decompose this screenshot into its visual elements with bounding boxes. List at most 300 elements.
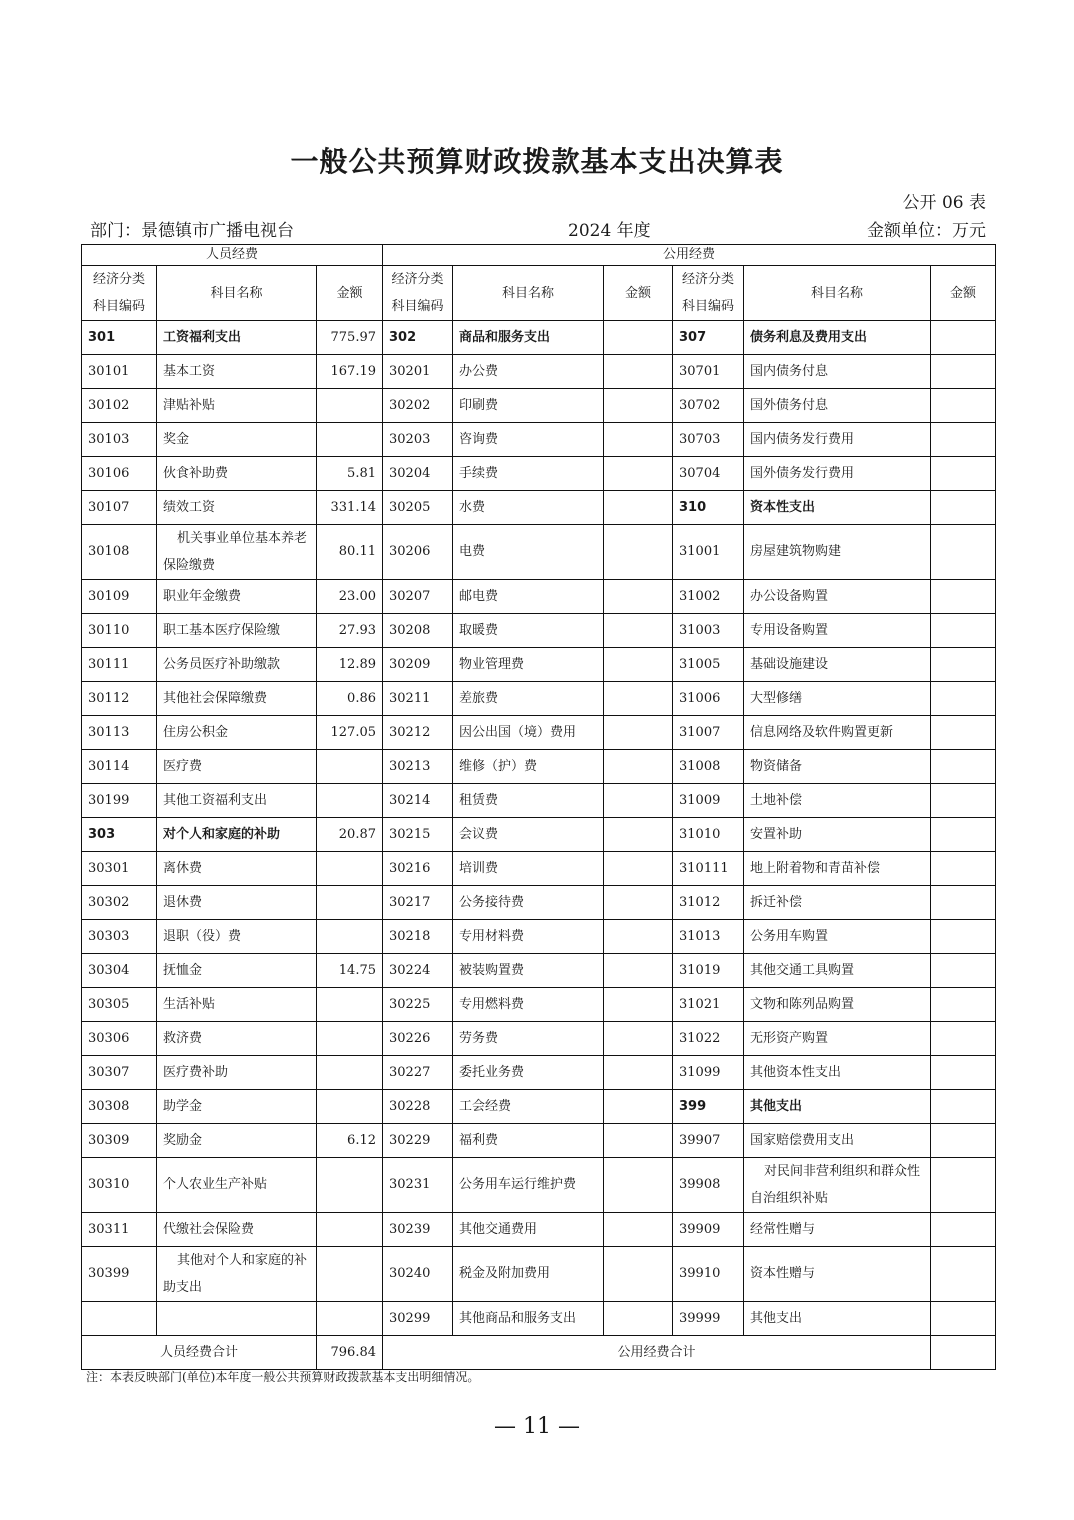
item-amount: [931, 1056, 996, 1090]
item-code: 310111: [673, 852, 744, 886]
item-amount: [317, 886, 383, 920]
item-code: 31013: [673, 920, 744, 954]
item-code: 30231: [383, 1158, 453, 1213]
item-amount: [604, 1022, 673, 1056]
col-header-name: 科目名称: [157, 266, 317, 321]
item-name: 专用材料费: [453, 920, 604, 954]
item-code: 30303: [82, 920, 157, 954]
item-code: 39999: [673, 1302, 744, 1336]
item-name: 公务用车购置: [744, 920, 931, 954]
item-name: 国外债务付息: [744, 389, 931, 423]
item-name: 绩效工资: [157, 491, 317, 525]
item-code: 30110: [82, 614, 157, 648]
item-code: 30101: [82, 355, 157, 389]
item-code: 30201: [383, 355, 453, 389]
item-name: 其他支出: [744, 1302, 931, 1336]
item-code: 30701: [673, 355, 744, 389]
item-amount: [604, 580, 673, 614]
item-amount: 23.00: [317, 580, 383, 614]
item-name: 印刷费: [453, 389, 604, 423]
item-amount: [931, 321, 996, 355]
item-code: 30199: [82, 784, 157, 818]
fiscal-year: 2024 年度: [568, 221, 651, 241]
item-name: 津贴补贴: [157, 389, 317, 423]
item-code: 31008: [673, 750, 744, 784]
item-amount: 775.97: [317, 321, 383, 355]
item-name: 税金及附加费用: [453, 1247, 604, 1302]
item-code: 30702: [673, 389, 744, 423]
item-amount: [317, 1247, 383, 1302]
item-name: 机关事业单位基本养老保险缴费: [157, 525, 317, 580]
item-name: 公务接待费: [453, 886, 604, 920]
item-code: 30229: [383, 1124, 453, 1158]
item-amount: 20.87: [317, 818, 383, 852]
table-row: [82, 355, 996, 389]
page-title: 一般公共预算财政拨款基本支出决算表: [290, 145, 784, 178]
item-code: 30106: [82, 457, 157, 491]
item-name: 大型修缮: [744, 682, 931, 716]
item-amount: [317, 423, 383, 457]
table-row: [82, 1124, 996, 1158]
item-name: 医疗费补助: [157, 1056, 317, 1090]
table-row: [82, 525, 996, 580]
item-code: 39910: [673, 1247, 744, 1302]
personnel-total-amount: 796.84: [317, 1336, 383, 1370]
public-total-amount: [931, 1336, 996, 1370]
item-code: 30703: [673, 423, 744, 457]
item-name: 国家赔偿费用支出: [744, 1124, 931, 1158]
col-header-code: 经济分类科目编码: [82, 266, 157, 321]
item-code: 30224: [383, 954, 453, 988]
item-amount: [604, 682, 673, 716]
item-amount: [604, 920, 673, 954]
item-code: 39907: [673, 1124, 744, 1158]
item-code: 30113: [82, 716, 157, 750]
item-name: 取暖费: [453, 614, 604, 648]
item-amount: [604, 648, 673, 682]
item-code: 30218: [383, 920, 453, 954]
item-name: 退职（役）费: [157, 920, 317, 954]
item-amount: [317, 1302, 383, 1336]
item-code: 30240: [383, 1247, 453, 1302]
item-code: 30213: [383, 750, 453, 784]
item-amount: 80.11: [317, 525, 383, 580]
item-amount: [604, 389, 673, 423]
item-code: 30308: [82, 1090, 157, 1124]
item-name: 因公出国（境）费用: [453, 716, 604, 750]
item-name: 维修（护）费: [453, 750, 604, 784]
item-code: 30202: [383, 389, 453, 423]
item-name: 助学金: [157, 1090, 317, 1124]
item-name: 安置补助: [744, 818, 931, 852]
item-code: 30114: [82, 750, 157, 784]
item-amount: [604, 1056, 673, 1090]
form-number: 公开 06 表: [902, 193, 986, 213]
item-amount: [604, 423, 673, 457]
col-header-name: 科目名称: [744, 266, 931, 321]
item-name: 奖励金: [157, 1124, 317, 1158]
table-row: [82, 886, 996, 920]
item-name: 邮电费: [453, 580, 604, 614]
item-name: 工会经费: [453, 1090, 604, 1124]
item-name: 国外债务发行费用: [744, 457, 931, 491]
table-row: [82, 954, 996, 988]
item-name: 奖金: [157, 423, 317, 457]
item-name: 委托业务费: [453, 1056, 604, 1090]
item-name: 个人农业生产补贴: [157, 1158, 317, 1213]
item-amount: [604, 886, 673, 920]
item-amount: [931, 886, 996, 920]
item-code: 31022: [673, 1022, 744, 1056]
item-amount: [604, 750, 673, 784]
item-name: 商品和服务支出: [453, 321, 604, 355]
item-amount: [931, 423, 996, 457]
item-code: 31005: [673, 648, 744, 682]
table-row: [82, 784, 996, 818]
item-amount: [931, 1247, 996, 1302]
item-code: 31007: [673, 716, 744, 750]
item-name: 水费: [453, 491, 604, 525]
item-amount: [931, 648, 996, 682]
item-code: 30108: [82, 525, 157, 580]
item-code: 31019: [673, 954, 744, 988]
col-header-code: 经济分类科目编码: [383, 266, 453, 321]
item-name: 租赁费: [453, 784, 604, 818]
personnel-total-label: 人员经费合计: [82, 1336, 317, 1370]
item-code: 30309: [82, 1124, 157, 1158]
item-code: 30204: [383, 457, 453, 491]
item-code: 39908: [673, 1158, 744, 1213]
table-row: [82, 818, 996, 852]
item-amount: [604, 1158, 673, 1213]
item-code: 30216: [383, 852, 453, 886]
item-amount: [604, 1124, 673, 1158]
item-code: 30211: [383, 682, 453, 716]
item-amount: [931, 784, 996, 818]
item-amount: [604, 614, 673, 648]
item-code: 303: [82, 818, 157, 852]
item-amount: [931, 580, 996, 614]
table-row: [82, 1056, 996, 1090]
item-amount: [931, 614, 996, 648]
item-code: 30208: [383, 614, 453, 648]
table-row: [82, 920, 996, 954]
item-name: 公务员医疗补助缴款: [157, 648, 317, 682]
item-code: 30207: [383, 580, 453, 614]
item-name: 离休费: [157, 852, 317, 886]
page-number: — 11 —: [494, 1414, 580, 1439]
item-code: 31002: [673, 580, 744, 614]
item-amount: [317, 920, 383, 954]
item-code: 30103: [82, 423, 157, 457]
item-amount: [931, 355, 996, 389]
col-header-code: 经济分类科目编码: [673, 266, 744, 321]
item-code: 30228: [383, 1090, 453, 1124]
item-name: 培训费: [453, 852, 604, 886]
table-row: [82, 389, 996, 423]
item-amount: [317, 1213, 383, 1247]
table-row: [82, 614, 996, 648]
item-name: 差旅费: [453, 682, 604, 716]
item-amount: [317, 784, 383, 818]
item-code: 30205: [383, 491, 453, 525]
item-amount: 14.75: [317, 954, 383, 988]
section-header-row: [82, 245, 996, 266]
item-amount: [604, 491, 673, 525]
table-row: [82, 750, 996, 784]
amount-unit: 金额单位：万元: [867, 221, 986, 241]
item-code: 30301: [82, 852, 157, 886]
totals-row: [82, 1336, 996, 1370]
item-amount: [317, 1090, 383, 1124]
item-amount: [931, 491, 996, 525]
item-amount: [317, 988, 383, 1022]
item-code: 39909: [673, 1213, 744, 1247]
item-name: 被装购置费: [453, 954, 604, 988]
item-amount: [604, 784, 673, 818]
item-name: 其他工资福利支出: [157, 784, 317, 818]
item-code: 30212: [383, 716, 453, 750]
item-code: 310: [673, 491, 744, 525]
item-amount: 6.12: [317, 1124, 383, 1158]
item-amount: [931, 525, 996, 580]
table-row: [82, 682, 996, 716]
item-code: 30217: [383, 886, 453, 920]
item-name: 债务利息及费用支出: [744, 321, 931, 355]
table-row: [82, 580, 996, 614]
item-amount: 127.05: [317, 716, 383, 750]
item-amount: [317, 389, 383, 423]
item-amount: [931, 1090, 996, 1124]
item-amount: [604, 1247, 673, 1302]
item-name: 救济费: [157, 1022, 317, 1056]
item-code: 31003: [673, 614, 744, 648]
item-amount: [931, 1213, 996, 1247]
item-name: 办公费: [453, 355, 604, 389]
table-row: [82, 988, 996, 1022]
item-code: 30310: [82, 1158, 157, 1213]
item-code: 30111: [82, 648, 157, 682]
table-row: [82, 716, 996, 750]
item-name: 职业年金缴费: [157, 580, 317, 614]
item-name: 地上附着物和青苗补偿: [744, 852, 931, 886]
table-row: [82, 1213, 996, 1247]
item-amount: [604, 1213, 673, 1247]
item-amount: [931, 920, 996, 954]
item-code: 307: [673, 321, 744, 355]
item-name: 其他交通工具购置: [744, 954, 931, 988]
item-name: 医疗费: [157, 750, 317, 784]
item-amount: [931, 716, 996, 750]
item-code: 30304: [82, 954, 157, 988]
item-amount: [931, 988, 996, 1022]
item-amount: [317, 1158, 383, 1213]
item-code: 30311: [82, 1213, 157, 1247]
item-name: 专用设备购置: [744, 614, 931, 648]
table-row: [82, 1247, 996, 1302]
item-name: 基础设施建设: [744, 648, 931, 682]
item-amount: [604, 716, 673, 750]
item-name: 对个人和家庭的补助: [157, 818, 317, 852]
item-code: 30239: [383, 1213, 453, 1247]
item-name: 办公设备购置: [744, 580, 931, 614]
item-name: 伙食补助费: [157, 457, 317, 491]
item-amount: [317, 1022, 383, 1056]
table-row: [82, 423, 996, 457]
item-code: 30226: [383, 1022, 453, 1056]
item-amount: [604, 355, 673, 389]
item-amount: [604, 525, 673, 580]
table-row: [82, 1302, 996, 1336]
item-code: 31012: [673, 886, 744, 920]
item-code: 31099: [673, 1056, 744, 1090]
item-name: 专用燃料费: [453, 988, 604, 1022]
table-row: [82, 321, 996, 355]
item-amount: [931, 1158, 996, 1213]
item-name: 国内债务付息: [744, 355, 931, 389]
item-amount: [931, 1124, 996, 1158]
item-name: 退休费: [157, 886, 317, 920]
item-code: 30302: [82, 886, 157, 920]
item-name: 经常性赠与: [744, 1213, 931, 1247]
item-code: 30203: [383, 423, 453, 457]
table-row: [82, 648, 996, 682]
item-code: 31021: [673, 988, 744, 1022]
item-name: 生活补贴: [157, 988, 317, 1022]
item-amount: [931, 852, 996, 886]
col-header-name: 科目名称: [453, 266, 604, 321]
item-name: 拆迁补偿: [744, 886, 931, 920]
col-header-amount: 金额: [604, 266, 673, 321]
section-public: 公用经费: [383, 245, 996, 266]
table-row: [82, 1090, 996, 1124]
item-code: 31009: [673, 784, 744, 818]
item-code: 30227: [383, 1056, 453, 1090]
item-amount: [931, 1022, 996, 1056]
item-code: [82, 1302, 157, 1336]
col-header-amount: 金额: [931, 266, 996, 321]
item-name: 会议费: [453, 818, 604, 852]
item-code: 30225: [383, 988, 453, 1022]
item-code: 30307: [82, 1056, 157, 1090]
item-code: 30107: [82, 491, 157, 525]
item-name: 房屋建筑物购建: [744, 525, 931, 580]
item-code: 399: [673, 1090, 744, 1124]
item-name: 工资福利支出: [157, 321, 317, 355]
item-amount: [604, 954, 673, 988]
column-header-row: [82, 266, 996, 321]
item-name: 土地补偿: [744, 784, 931, 818]
item-name: 福利费: [453, 1124, 604, 1158]
item-name: 国内债务发行费用: [744, 423, 931, 457]
item-name: 信息网络及软件购置更新: [744, 716, 931, 750]
item-name: 手续费: [453, 457, 604, 491]
item-code: 30215: [383, 818, 453, 852]
item-amount: [931, 750, 996, 784]
expenditure-table: [81, 244, 996, 1370]
item-name: 其他交通费用: [453, 1213, 604, 1247]
item-code: 30299: [383, 1302, 453, 1336]
col-header-amount: 金额: [317, 266, 383, 321]
table-row: [82, 1022, 996, 1056]
table-row: [82, 852, 996, 886]
item-amount: 331.14: [317, 491, 383, 525]
item-code: 30399: [82, 1247, 157, 1302]
item-amount: 5.81: [317, 457, 383, 491]
footnote: 注：本表反映部门(单位)本年度一般公共预算财政拨款基本支出明细情况。: [86, 1370, 480, 1384]
item-code: 30305: [82, 988, 157, 1022]
item-amount: [317, 852, 383, 886]
public-total-label: 公用经费合计: [383, 1336, 931, 1370]
item-name: 其他社会保障缴费: [157, 682, 317, 716]
item-name: 咨询费: [453, 423, 604, 457]
item-amount: [604, 988, 673, 1022]
item-code: 31006: [673, 682, 744, 716]
item-name: 其他资本性支出: [744, 1056, 931, 1090]
item-code: 30206: [383, 525, 453, 580]
item-code: 30704: [673, 457, 744, 491]
department: 部门：景德镇市广播电视台: [90, 221, 294, 241]
item-name: 住房公积金: [157, 716, 317, 750]
item-code: 31001: [673, 525, 744, 580]
item-name: 抚恤金: [157, 954, 317, 988]
item-name: 无形资产购置: [744, 1022, 931, 1056]
item-name: 电费: [453, 525, 604, 580]
item-code: 30209: [383, 648, 453, 682]
item-code: 30214: [383, 784, 453, 818]
item-name: 职工基本医疗保险缴: [157, 614, 317, 648]
item-code: 30112: [82, 682, 157, 716]
item-amount: [931, 682, 996, 716]
item-name: 其他支出: [744, 1090, 931, 1124]
item-amount: [604, 818, 673, 852]
item-amount: 12.89: [317, 648, 383, 682]
item-code: 30109: [82, 580, 157, 614]
item-name: 基本工资: [157, 355, 317, 389]
item-amount: [931, 818, 996, 852]
item-code: 30306: [82, 1022, 157, 1056]
item-name: 文物和陈列品购置: [744, 988, 931, 1022]
item-code: 301: [82, 321, 157, 355]
item-name: 资本性支出: [744, 491, 931, 525]
item-amount: 167.19: [317, 355, 383, 389]
item-name: 公务用车运行维护费: [453, 1158, 604, 1213]
item-name: 物资储备: [744, 750, 931, 784]
item-name: 物业管理费: [453, 648, 604, 682]
section-personnel: 人员经费: [82, 245, 383, 266]
item-name: 代缴社会保险费: [157, 1213, 317, 1247]
item-amount: [931, 457, 996, 491]
table-row: [82, 491, 996, 525]
item-name: 对民间非营利组织和群众性自治组织补贴: [744, 1158, 931, 1213]
item-amount: 27.93: [317, 614, 383, 648]
item-code: 302: [383, 321, 453, 355]
item-amount: [604, 1090, 673, 1124]
table-row: [82, 457, 996, 491]
item-name: 其他商品和服务支出: [453, 1302, 604, 1336]
item-code: 30102: [82, 389, 157, 423]
item-amount: [604, 321, 673, 355]
item-amount: [604, 852, 673, 886]
item-amount: [317, 750, 383, 784]
item-amount: [931, 389, 996, 423]
item-name: 其他对个人和家庭的补助支出: [157, 1247, 317, 1302]
item-name: [157, 1302, 317, 1336]
item-amount: [604, 457, 673, 491]
item-amount: 0.86: [317, 682, 383, 716]
meta-line: [90, 216, 986, 240]
item-code: 31010: [673, 818, 744, 852]
